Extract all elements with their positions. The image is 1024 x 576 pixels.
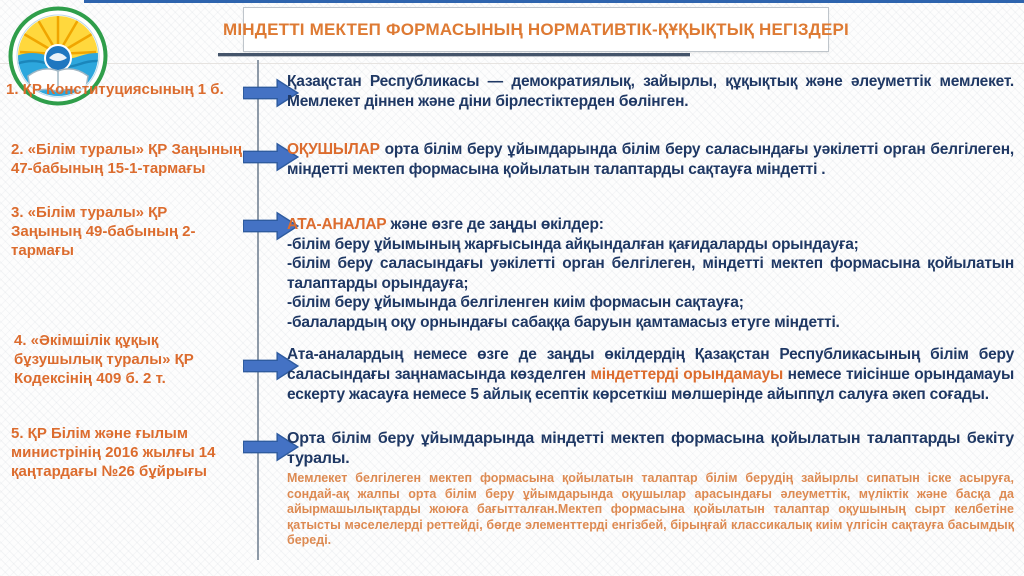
- parents-lead-rest: және өзге де заңды өкілдер:: [386, 216, 604, 233]
- top-accent-line: [84, 0, 1024, 3]
- paragraph-liability: [287, 345, 1014, 405]
- left-item-constitution: 1. ҚР Конституциясының 1 б.: [6, 81, 224, 98]
- liability-text-before: Ата-аналардың немесе өзге де заңды өкілдердің Қазақстан Республикасының білім беру саласындағы заңнамасында көзделген: [287, 346, 1014, 383]
- parents-lead-line: [287, 215, 1014, 235]
- paragraph-parents: [287, 215, 1014, 332]
- paragraph-requirements-note: Мемлекет белгілеген мектеп формасына қойылатын талаптар білім берудің зайырлы сипатын іске асыруға, сондай-ақ жалпы орта білім беру ұйымдарында оқушылар арасындағы әлеуметтік, мүліктік және басқа да айырмашылықтарды жоюға бағытталған.Мектеп формасына қойылатын талаптар оқушының сырт келбетіне қатысты мәселелерді реттейді, бөгде элементтерді енгізбей, бірыңғай классикалық киім үлгісін сақтауға басымдық береді.: [287, 471, 1014, 547]
- parents-duty-item: -білім беру ұйымында белгіленген киім формасын сақтауға;: [287, 294, 744, 311]
- paragraph-constitution: Қазақстан Республикасы — демократиялық, зайырлы, құқықтық және әлеуметтік мемлекет. Мемлекет діннен және діни бірлестіктерден бөлінген.: [287, 73, 1014, 110]
- parents-keyword: АТА-АНАЛАР: [287, 216, 387, 233]
- left-item-law-47: 2. «Білім туралы» ҚР Заңының 47-бабының 15-1-тармағы: [11, 141, 243, 177]
- parents-duty-item: -білім беру саласындағы уәкілетті орган белгілеген, міндетті мектеп формасына қойылатын талаптарды орындауға;: [287, 255, 1014, 292]
- paragraph-pupils: [287, 140, 1014, 180]
- paragraph-order-title: Орта білім беру ұйымдарында міндетті мектеп формасына қойылатын талаптарды бекіту туралы.: [287, 430, 1014, 467]
- title-underline: [218, 53, 690, 56]
- left-item-ministry-order: 5. ҚР Білім және ғылым министрінің 2016 жылғы 14 қаңтардағы №26 бұйрығы: [11, 425, 216, 480]
- liability-highlight: міндеттерді орындамауы: [590, 366, 784, 383]
- liability-text-after: немесе тиісінше орындамауы ескерту жасауға немесе 5 айлық есептік көрсеткіш мөлшерінде айыппұл салуға әкеп соғады.: [287, 366, 1014, 403]
- pupils-text: орта білім беру ұйымдарында білім беру саласындағы уәкілетті орган белгілеген, міндетті мектеп формасына қойылатын талаптарды сақтауға міндетті .: [287, 141, 1014, 178]
- parents-duty-item: -балалардың оқу орнындағы сабаққа баруын қамтамасыз етуге міндетті.: [287, 313, 840, 331]
- pupils-keyword: ОҚУШЫЛАР: [287, 141, 380, 158]
- content-top-rule: [0, 63, 1024, 64]
- left-item-admin-code: 4. «Әкімшілік құқық бұзушылық туралы» ҚР Кодексінің 409 б. 2 т.: [14, 332, 194, 387]
- left-item-law-49: 3. «Білім туралы» ҚР Заңының 49-бабының 2-тармағы: [11, 204, 196, 259]
- parents-duty-item: -білім беру ұйымының жарғысында айқындалған қағидаларды орындауға;: [287, 235, 859, 253]
- slide-title: МІНДЕТТІ МЕКТЕП ФОРМАСЫНЫҢ НОРМАТИВТІК-ҚҰҚЫҚТЫҚ НЕГІЗДЕРІ: [223, 19, 849, 39]
- vertical-divider-line: [257, 60, 259, 560]
- title-box: [223, 7, 849, 52]
